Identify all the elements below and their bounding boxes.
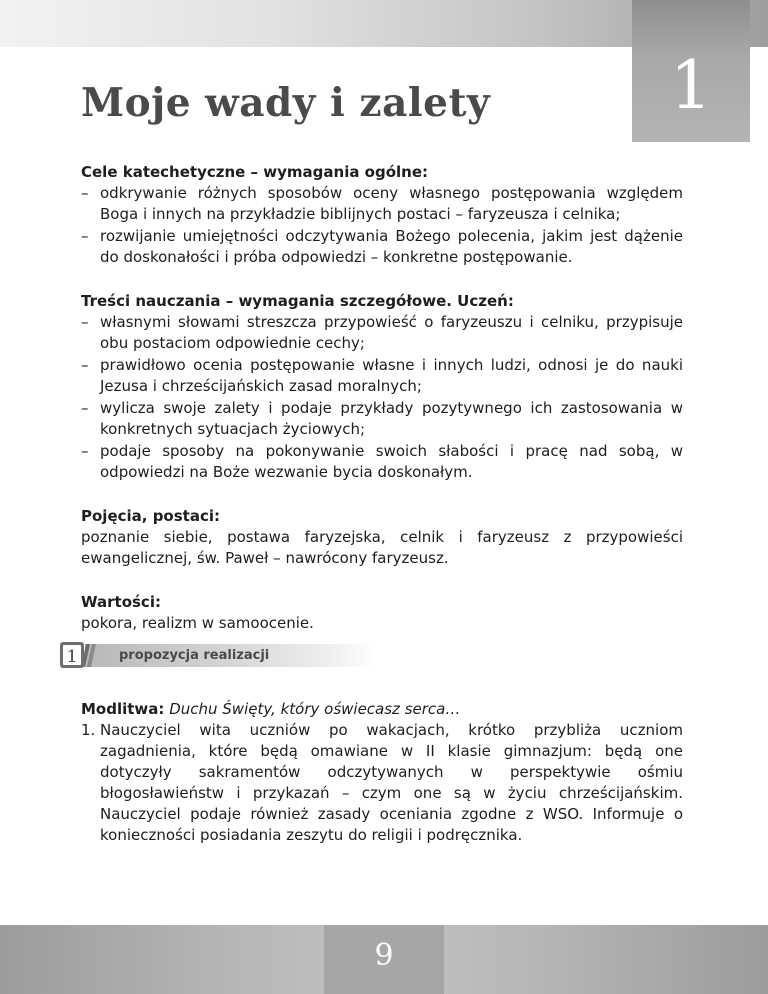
list-item: – rozwijanie umiejętności odczytywania Bożego polecenia, jakim jest dążenie do doskonałości i próba odpowiedzi – konkretne postępowanie. bbox=[81, 226, 683, 268]
values-heading: Wartości: bbox=[81, 593, 161, 611]
list-item: – odkrywanie różnych sposobów oceny własnego postępowania względem Boga i innych na przykładzie biblijnych postaci – faryzeusza i celnika; bbox=[81, 183, 683, 225]
banner-number: 1 bbox=[66, 647, 78, 667]
book-stack-icon bbox=[59, 641, 99, 669]
proposal-banner bbox=[59, 641, 404, 669]
requirements-list bbox=[81, 312, 683, 483]
step-number: 1. bbox=[81, 721, 96, 739]
goals-heading: Cele katechetyczne – wymagania ogólne: bbox=[81, 163, 429, 181]
goals-section bbox=[81, 162, 683, 268]
values-text: pokora, realizm w samoocenie. bbox=[81, 614, 314, 632]
goals-list bbox=[81, 183, 683, 268]
main-content bbox=[66, 162, 683, 846]
chapter-number: 1 bbox=[670, 47, 712, 124]
prayer-text: Duchu Święty, który oświecasz serca… bbox=[169, 700, 461, 718]
concepts-heading: Pojęcia, postaci: bbox=[81, 507, 220, 525]
list-item bbox=[81, 720, 683, 846]
page-number: 9 bbox=[374, 938, 394, 973]
values-section bbox=[81, 592, 683, 634]
concepts-text: poznanie siebie, postawa faryzejska, celnik i faryzeusz z przypowieści ewangelicznej, św. Paweł – nawrócony faryzeusz. bbox=[81, 528, 683, 567]
steps-list bbox=[81, 720, 683, 846]
list-item: – własnymi słowami streszcza przypowieść o faryzeuszu i celniku, przypisuje obu postaciom odpowiednie cechy; bbox=[81, 312, 683, 354]
requirements-heading: Treści nauczania – wymagania szczegółowe. Uczeń: bbox=[81, 292, 514, 310]
step-text: Nauczyciel wita uczniów po wakacjach, krótko przybliża uczniom zagadnienia, które będą omawiane w II klasie gimnazjum: będą one dotyczyły sakramentów odczytywanych w perspektywie ośmiu błogosławieństw i przykazań – czym one są w życiu chrześcijańskim. Nauczyciel podaje również zasady oceniania zgodne z WSO. Informuje o konieczności posiadania zeszytu do religii i podręcznika. bbox=[100, 721, 683, 844]
list-item: – podaje sposoby na pokonywanie swoich słabości i pracę nad sobą, w odpowiedzi na Boże wezwanie bycia doskonałym. bbox=[81, 441, 683, 483]
list-item: – prawidłowo ocenia postępowanie własne i innych ludzi, odnosi je do nauki Jezusa i chrześcijańskich zasad moralnych; bbox=[81, 355, 683, 397]
requirements-section bbox=[81, 291, 683, 483]
prayer-label: Modlitwa: bbox=[81, 700, 165, 718]
prayer-line bbox=[81, 699, 683, 720]
page-title: Moje wady i zalety bbox=[81, 80, 491, 126]
list-item: – wylicza swoje zalety i podaje przykłady pozytywnego ich zastosowania w konkretnych sytuacjach życiowych; bbox=[81, 398, 683, 440]
banner-label: propozycja realizacji bbox=[119, 648, 270, 663]
concepts-section bbox=[81, 506, 683, 569]
